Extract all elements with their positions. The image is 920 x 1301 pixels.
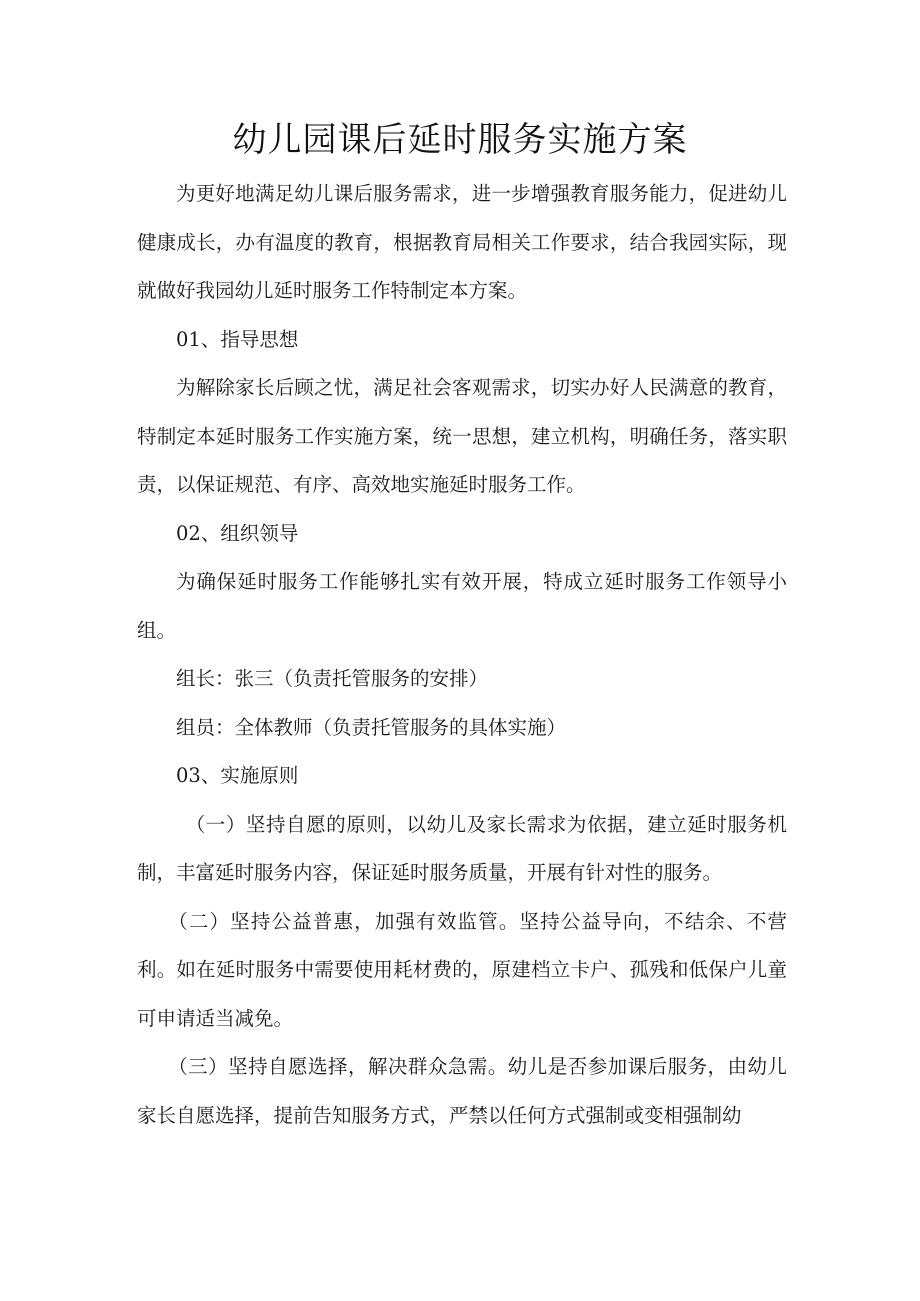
- document-body: [137, 170, 787, 1140]
- section-heading-organization: 02、组织领导: [176, 521, 299, 545]
- principle-item-1: （一）坚持自愿的原则，以幼儿及家长需求为依据，建立延时服务机制，丰富延时服务内容，保证延时服务质量，开展有针对性的服务。: [137, 812, 787, 884]
- principle-item-2: （二）坚持公益普惠，加强有效监管。坚持公益导向，不结余、不营利。如在延时服务中需要使用耗材费的，原建档立卡户、孤残和低保户儿童可申请适当减免。: [137, 909, 787, 1030]
- principle-item-3: （三）坚持自愿选择，解决群众急需。幼儿是否参加课后服务，由幼儿家长自愿选择，提前告知服务方式，严禁以任何方式强制或变相强制幼: [137, 1055, 787, 1127]
- document-title: 幼儿园课后延时服务实施方案: [232, 120, 688, 160]
- guiding-thought-paragraph: 为解除家长后顾之忧，满足社会客观需求，切实办好人民满意的教育，特制定本延时服务工作实施方案，统一思想，建立机构，明确任务，落实职责，以保证规范、有序、高效地实施延时服务工作。: [137, 376, 787, 496]
- group-leader-line: 组长：张三（负责托管服务的安排）: [176, 667, 489, 690]
- section-heading-principles: 03、实施原则: [176, 764, 299, 787]
- group-members-line: 组员：全体教师（负责托管服务的具体实施）: [176, 715, 567, 739]
- organization-paragraph: 为确保延时服务工作能够扎实有效开展，特成立延时服务工作领导小组。: [137, 570, 787, 642]
- intro-paragraph: 为更好地满足幼儿课后服务需求，进一步增强教育服务能力，促进幼儿健康成长，办有温度的教育，根据教育局相关工作要求，结合我园实际，现就做好我园幼儿延时服务工作特制定本方案。: [137, 182, 787, 302]
- section-heading-guiding-thought: 01、指导思想: [176, 327, 299, 351]
